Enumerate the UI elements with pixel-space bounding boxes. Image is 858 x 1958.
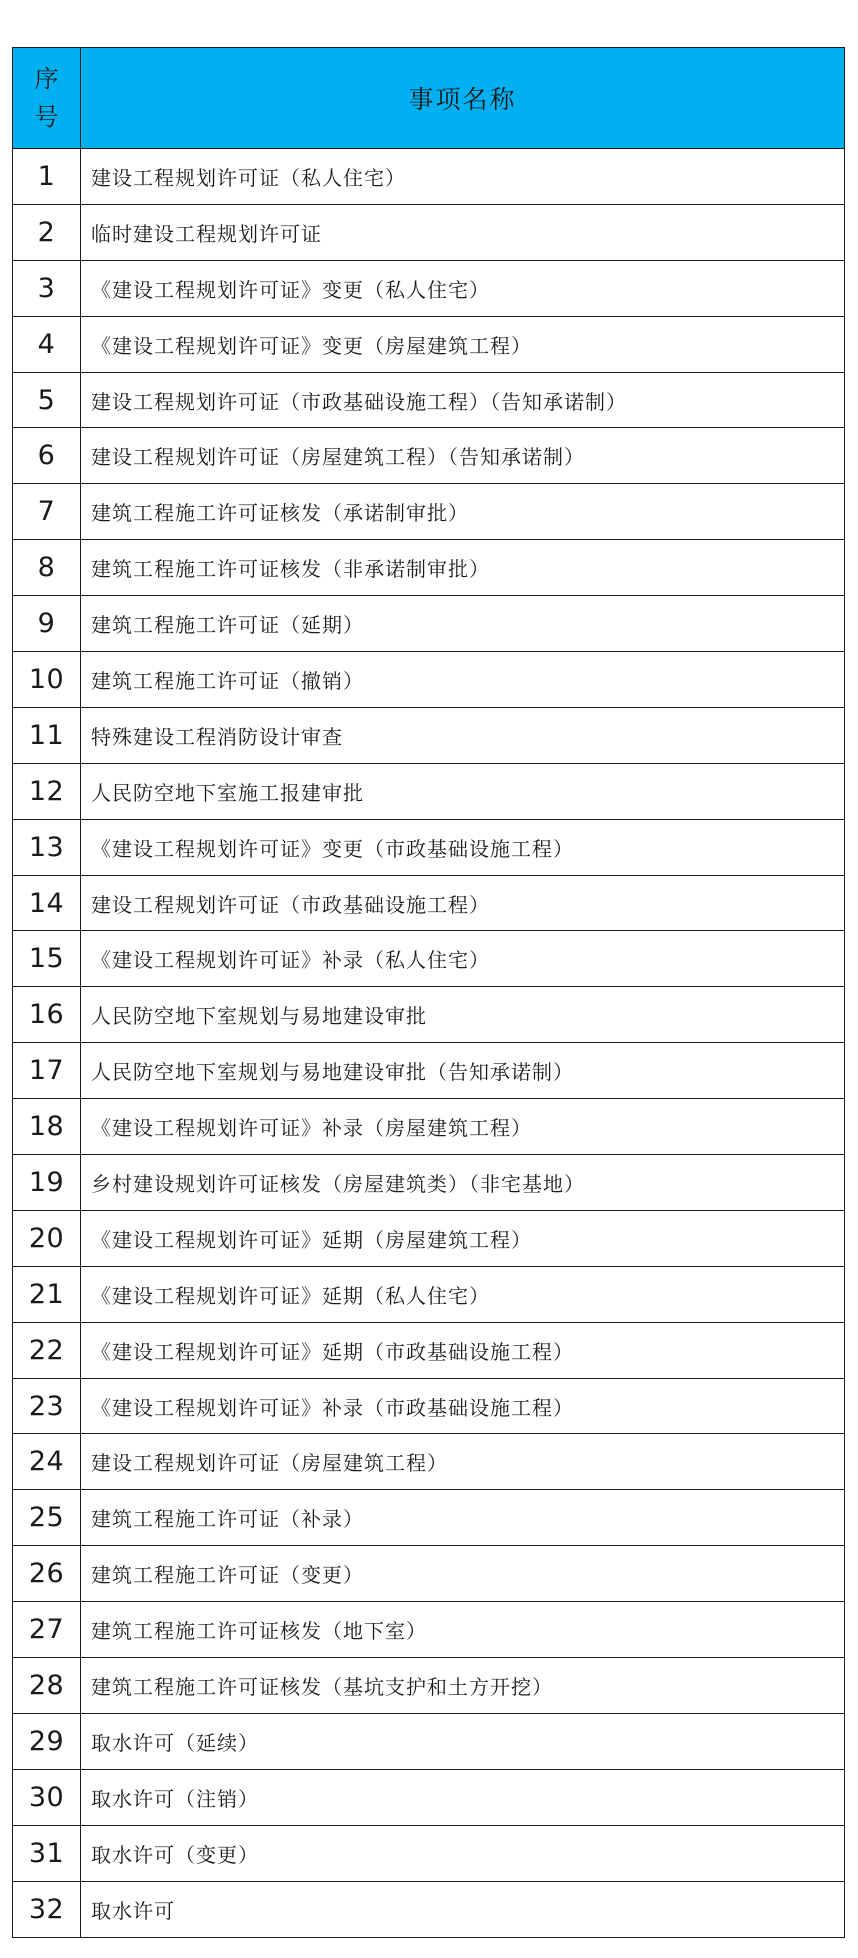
header-row bbox=[13, 48, 845, 149]
table-row bbox=[13, 596, 845, 652]
table-row bbox=[13, 204, 845, 260]
table-row bbox=[13, 1881, 845, 1937]
row-index-cell: 3 bbox=[13, 260, 81, 316]
table-row bbox=[13, 260, 845, 316]
row-index-cell: 16 bbox=[13, 987, 81, 1043]
table-row bbox=[13, 372, 845, 428]
row-index-cell: 2 bbox=[13, 204, 81, 260]
row-index-cell: 8 bbox=[13, 540, 81, 596]
row-name-cell: 建筑工程施工许可证（延期） bbox=[81, 596, 845, 652]
row-index-cell: 30 bbox=[13, 1769, 81, 1825]
row-index-cell: 20 bbox=[13, 1210, 81, 1266]
row-index-cell: 17 bbox=[13, 1043, 81, 1099]
row-index-cell: 12 bbox=[13, 763, 81, 819]
table-row bbox=[13, 1099, 845, 1155]
table-row bbox=[13, 707, 845, 763]
row-index-cell: 1 bbox=[13, 149, 81, 205]
table-header bbox=[13, 48, 845, 149]
row-index-cell: 13 bbox=[13, 819, 81, 875]
row-name-cell: 建设工程规划许可证（房屋建筑工程） bbox=[81, 1434, 845, 1490]
row-index-cell: 26 bbox=[13, 1546, 81, 1602]
table-body bbox=[13, 149, 845, 1938]
name-column-header: 事项名称 bbox=[81, 48, 845, 149]
row-name-cell: 建设工程规划许可证（私人住宅） bbox=[81, 149, 845, 205]
row-index-cell: 22 bbox=[13, 1322, 81, 1378]
table-row bbox=[13, 1378, 845, 1434]
row-name-cell: 建筑工程施工许可证核发（非承诺制审批） bbox=[81, 540, 845, 596]
row-name-cell: 建设工程规划许可证（房屋建筑工程）（告知承诺制） bbox=[81, 428, 845, 484]
items-table-container bbox=[12, 47, 844, 1938]
row-name-cell: 建筑工程施工许可证（撤销） bbox=[81, 652, 845, 708]
row-name-cell: 《建设工程规划许可证》补录（私人住宅） bbox=[81, 931, 845, 987]
row-index-cell: 21 bbox=[13, 1266, 81, 1322]
index-column-header bbox=[13, 48, 81, 149]
row-name-cell: 乡村建设规划许可证核发（房屋建筑类）（非宅基地） bbox=[81, 1155, 845, 1211]
row-name-cell: 《建设工程规划许可证》延期（市政基础设施工程） bbox=[81, 1322, 845, 1378]
row-index-cell: 32 bbox=[13, 1881, 81, 1937]
table-row bbox=[13, 1713, 845, 1769]
table-row bbox=[13, 484, 845, 540]
row-name-cell: 取水许可 bbox=[81, 1881, 845, 1937]
row-index-cell: 24 bbox=[13, 1434, 81, 1490]
row-index-cell: 10 bbox=[13, 652, 81, 708]
table-row bbox=[13, 763, 845, 819]
row-index-cell: 7 bbox=[13, 484, 81, 540]
index-header-char: 号 bbox=[34, 103, 59, 131]
table-row bbox=[13, 1602, 845, 1658]
row-name-cell: 人民防空地下室规划与易地建设审批 bbox=[81, 987, 845, 1043]
row-index-cell: 29 bbox=[13, 1713, 81, 1769]
row-index-cell: 11 bbox=[13, 707, 81, 763]
row-name-cell: 《建设工程规划许可证》延期（私人住宅） bbox=[81, 1266, 845, 1322]
table-row bbox=[13, 1769, 845, 1825]
row-name-cell: 建筑工程施工许可证核发（基坑支护和土方开挖） bbox=[81, 1658, 845, 1714]
items-table bbox=[12, 47, 845, 1938]
row-index-cell: 18 bbox=[13, 1099, 81, 1155]
table-row bbox=[13, 149, 845, 205]
row-name-cell: 取水许可（延续） bbox=[81, 1713, 845, 1769]
table-row bbox=[13, 428, 845, 484]
row-name-cell: 建筑工程施工许可证（补录） bbox=[81, 1490, 845, 1546]
row-name-cell: 取水许可（注销） bbox=[81, 1769, 845, 1825]
table-row bbox=[13, 875, 845, 931]
row-name-cell: 建筑工程施工许可证核发（地下室） bbox=[81, 1602, 845, 1658]
table-row bbox=[13, 1434, 845, 1490]
row-index-cell: 27 bbox=[13, 1602, 81, 1658]
table-row bbox=[13, 1322, 845, 1378]
table-row bbox=[13, 819, 845, 875]
table-row bbox=[13, 1210, 845, 1266]
row-index-cell: 23 bbox=[13, 1378, 81, 1434]
row-name-cell: 人民防空地下室规划与易地建设审批（告知承诺制） bbox=[81, 1043, 845, 1099]
row-name-cell: 《建设工程规划许可证》变更（房屋建筑工程） bbox=[81, 316, 845, 372]
row-index-cell: 14 bbox=[13, 875, 81, 931]
table-row bbox=[13, 1043, 845, 1099]
table-row bbox=[13, 931, 845, 987]
row-name-cell: 《建设工程规划许可证》变更（私人住宅） bbox=[81, 260, 845, 316]
row-name-cell: 人民防空地下室施工报建审批 bbox=[81, 763, 845, 819]
row-name-cell: 临时建设工程规划许可证 bbox=[81, 204, 845, 260]
row-name-cell: 建设工程规划许可证（市政基础设施工程） bbox=[81, 875, 845, 931]
row-index-cell: 31 bbox=[13, 1825, 81, 1881]
row-name-cell: 《建设工程规划许可证》补录（市政基础设施工程） bbox=[81, 1378, 845, 1434]
row-index-cell: 28 bbox=[13, 1658, 81, 1714]
row-index-cell: 4 bbox=[13, 316, 81, 372]
row-name-cell: 特殊建设工程消防设计审查 bbox=[81, 707, 845, 763]
row-index-cell: 5 bbox=[13, 372, 81, 428]
row-name-cell: 建筑工程施工许可证（变更） bbox=[81, 1546, 845, 1602]
row-name-cell: 建筑工程施工许可证核发（承诺制审批） bbox=[81, 484, 845, 540]
index-header-char: 序 bbox=[34, 65, 59, 93]
table-row bbox=[13, 987, 845, 1043]
table-row bbox=[13, 1658, 845, 1714]
row-index-cell: 6 bbox=[13, 428, 81, 484]
table-row bbox=[13, 1155, 845, 1211]
table-row bbox=[13, 652, 845, 708]
row-name-cell: 建设工程规划许可证（市政基础设施工程）（告知承诺制） bbox=[81, 372, 845, 428]
table-row bbox=[13, 1825, 845, 1881]
table-row bbox=[13, 540, 845, 596]
row-index-cell: 15 bbox=[13, 931, 81, 987]
row-name-cell: 《建设工程规划许可证》延期（房屋建筑工程） bbox=[81, 1210, 845, 1266]
row-index-cell: 25 bbox=[13, 1490, 81, 1546]
table-row bbox=[13, 1266, 845, 1322]
row-name-cell: 《建设工程规划许可证》补录（房屋建筑工程） bbox=[81, 1099, 845, 1155]
row-index-cell: 19 bbox=[13, 1155, 81, 1211]
table-row bbox=[13, 1546, 845, 1602]
row-name-cell: 《建设工程规划许可证》变更（市政基础设施工程） bbox=[81, 819, 845, 875]
table-row bbox=[13, 316, 845, 372]
row-name-cell: 取水许可（变更） bbox=[81, 1825, 845, 1881]
row-index-cell: 9 bbox=[13, 596, 81, 652]
table-row bbox=[13, 1490, 845, 1546]
